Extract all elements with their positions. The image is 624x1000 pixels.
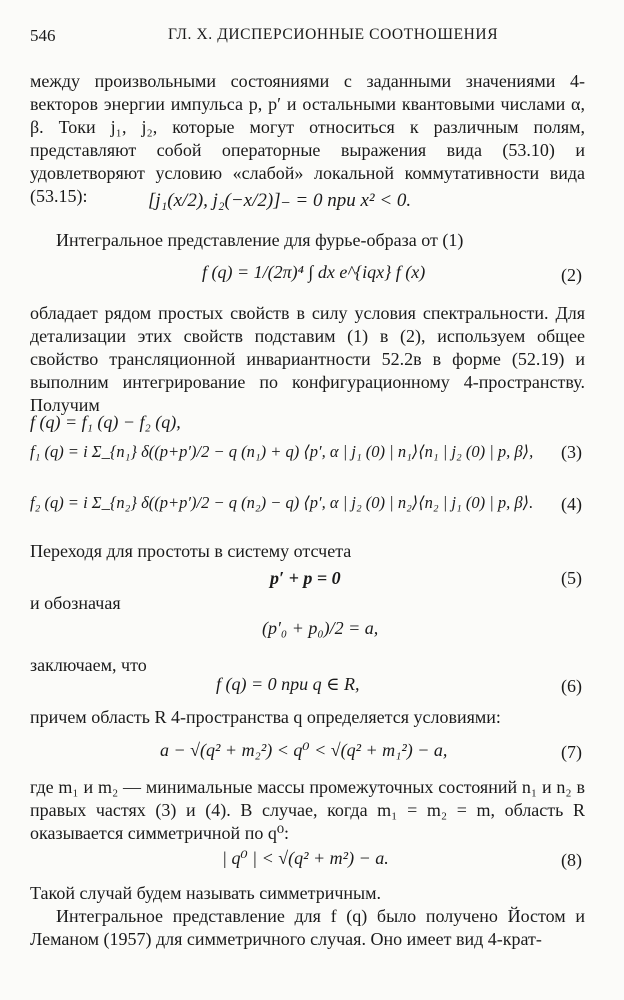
- equation-5: p′ + p = 0: [270, 568, 341, 588]
- equation-number-7: (7): [561, 742, 582, 762]
- equation-8: | q⁰ | < √(q² + m²) − a.: [222, 848, 389, 868]
- equation-4: f₂ (q) = i Σ_{n₂} δ((p+p′)/2 − q (n₂) − q) ⟨p′, α | j₂ (0) | n₂⟩⟨n₂ | j₁ (0) | p, β⟩.: [30, 493, 534, 512]
- equation-3: f₁ (q) = i Σ_{n₁} δ((p+p′)/2 − q (n₁) + q) ⟨p′, α | j₁ (0) | n₁⟩⟨n₁ | j₂ (0) | p, β⟩,: [30, 442, 534, 461]
- paragraph-5: и обозначая: [30, 593, 121, 613]
- paragraph-3: обладает рядом простых свойств в силу условия спектральности. Для детализации этих свойств подставим (1) в (2), используем общее свойство трансляционной инвариантности 52.2в в форме (52.19) и выполним интегрирование по конфигурационному 4-пространству. Получим: [30, 303, 585, 415]
- page-number: 546: [30, 26, 56, 45]
- paragraph-8: где m₁ и m₂ — минимальные массы промежуточных состояний n₁ и n₂ в правых частях (3) и (4). В случае, когда m₁ = m₂ = m, область R оказывается симметричной по q⁰:: [30, 777, 585, 843]
- equation-number-4: (4): [561, 494, 582, 514]
- equation-2: f (q) = 1/(2π)⁴ ∫ dx e^{iqx} f (x): [202, 262, 426, 282]
- paragraph-7: причем область R 4-пространства q определяется условиями:: [30, 707, 501, 727]
- paragraph-4: Переходя для простоты в систему отсчета: [30, 541, 352, 561]
- paragraph-6: заключаем, что: [30, 655, 147, 675]
- paragraph-1: между произвольными состояниями с заданными значениями 4-векторов энергии импульса p, p′ и остальными квантовыми числами α, β. Токи j₁, j₂, которые могут относиться к различным полям, представляют собой операторные выражения вида (53.10) и удовлетворяют условию «слабой» локальной коммутативности вида (53.15):: [30, 71, 585, 206]
- equation-number-3: (3): [561, 442, 582, 462]
- equation-split: f (q) = f₁ (q) − f₂ (q),: [30, 412, 181, 432]
- equation-number-8: (8): [561, 850, 582, 870]
- equation-6: f (q) = 0 при q ∈ R,: [216, 674, 360, 694]
- equation-number-2: (2): [561, 265, 582, 285]
- equation-7: a − √(q² + m₂²) < q⁰ < √(q² + m₁²) − a,: [160, 740, 448, 760]
- equation-number-6: (6): [561, 676, 582, 696]
- equation-commutator: [j₁(x/2), j₂(−x/2)]₋ = 0 при x² < 0.: [148, 190, 412, 211]
- paragraph-10: Интегральное представление для f (q) было получено Йостом и Леманом (1957) для симметричного случая. Оно имеет вид 4-крат-: [30, 906, 585, 949]
- equation-number-5: (5): [561, 568, 582, 588]
- equation-a: (p′₀ + p₀)/2 = a,: [262, 618, 379, 638]
- paragraph-9: Такой случай будем называть симметричным.: [30, 883, 381, 903]
- paragraph-2: Интегральное представление для фурье-образа от (1): [56, 230, 464, 250]
- chapter-title: ГЛ. X. ДИСПЕРСИОННЫЕ СООТНОШЕНИЯ: [168, 26, 499, 43]
